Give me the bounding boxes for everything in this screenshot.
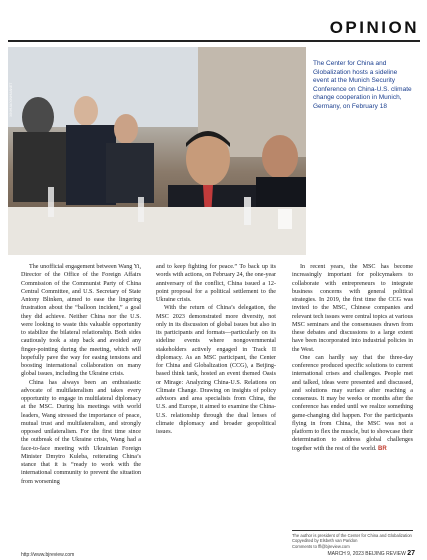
end-mark: BR <box>377 445 387 452</box>
article-column-3 <box>292 263 413 453</box>
copyedit-line: Copyedited by Elsbeth van Paridon <box>292 538 358 544</box>
comments-line: Comments to ffl@bjreview.com <box>292 543 350 549</box>
paragraph: In recent years, the MSC has become increasingly important for policymakers to collaborate with entrepreneurs to integrate business concerns with general political strategies. In 2019, the first time the CCG was invited to the MSC, Chinese companies and relevant tech issues were central topics at various MSC seminars and the consensuses drawn from these debates and discussions to a large extent have been incorporated into industrial policies in the West. <box>292 264 413 353</box>
photo-credit: XINHUA/XINHUANET <box>9 82 13 117</box>
paragraph <box>292 354 413 453</box>
page-number: 27 <box>407 550 415 557</box>
issue-label: MARCH 9, 2023 BEIJING REVIEW <box>327 551 406 557</box>
paragraph: China has always been an enthusiastic advocate of multilateralism and takes every opportunity to engage in multilateral diplomacy at the MSC. During his meetings with world leaders, Wang stressed the importance of peace, mutual trust and multilateralism, and strongly opposed unilateralism. For the first time since the outbreak of the Ukraine crisis, Wang had a face-to-face meeting with Ukrainian Foreign Minister Dmytro Kuleba, reiterating China’s stance that it is “ready to work with the international community to prevent the situation from worsening <box>21 379 141 485</box>
footer-url[interactable]: http://www.bjreview.com <box>21 552 75 558</box>
conference-photo-illustration <box>8 47 306 255</box>
article-column-2 <box>156 263 276 436</box>
paragraph: and to keep fighting for peace.” To back up its words with actions, on February 24, the one-year anniversary of the conflict, China issued a 12-point proposal for a political settlement to the Ukraine crisis. <box>156 264 276 303</box>
header-rule <box>8 40 420 42</box>
section-label: OPINION <box>329 18 419 37</box>
footer-issue <box>327 550 415 557</box>
author-line: The author is president of the Center for China and Globalization <box>292 533 412 538</box>
conference-photo <box>8 47 306 255</box>
note-divider <box>292 530 413 531</box>
author-note <box>292 533 417 549</box>
paragraph: With the return of China’s delegation, the MSC 2023 demonstrated more diversity, not only in its discussion of global issues but also in its participants and formats—particularly on its sideline events where nongovernmental stakeholders actively engaged in Track II diplomacy. As an MSC participant, the Center for China and Globalization (CCG), a Beijing-based think tank, hosted an event themed Oasis or Mirage: Analyzing China-U.S. Relations on Climate Change. Drawing on insights of policy advisors and area specialists from China, the U.S. and Europe, it aimed to examine the China-U.S. relationship through the dual lenses of climate diplomacy and broader geopolitical issues. <box>156 305 276 435</box>
article-column-1 <box>21 263 141 486</box>
paragraph-text: One can hardly say that the three-day conference produced specific solutions to current international crises and challenges. People met and talked, ideas were presented and discussed, and solutions may surface after reaching a consensus. It may be weeks or months after the conference has ended until we realize something game-changing did happen. For the participants flying in from China, the MSC was not a platform to flex the muscle, but to showcase their determination to address global challenges together with the rest of the world. <box>292 354 413 452</box>
paragraph: The unofficial engagement between Wang Yi, Director of the Office of the Foreign Affairs Commission of the Communist Party of China Central Committee, and U.S. Secretary of State Antony Blinken, aimed to ease the lingering frustration about the “balloon incident,” a goal they did achieve. Neither China nor the U.S. were looking to waste this valuable opportunity to stabilize the bilateral relationship. Both sides cautiously took a step back and avoided any finger-pointing during the meeting, which will hopefully pave the way for easing tensions and boosting international collaboration on many global issues, including the Ukraine crisis. <box>21 264 141 378</box>
photo-caption: The Center for China and Globalization hosts a sideline event at the Munich Security Conference on China-U.S. climate change cooperation in Munich, Germany, on February 18 <box>313 60 412 110</box>
